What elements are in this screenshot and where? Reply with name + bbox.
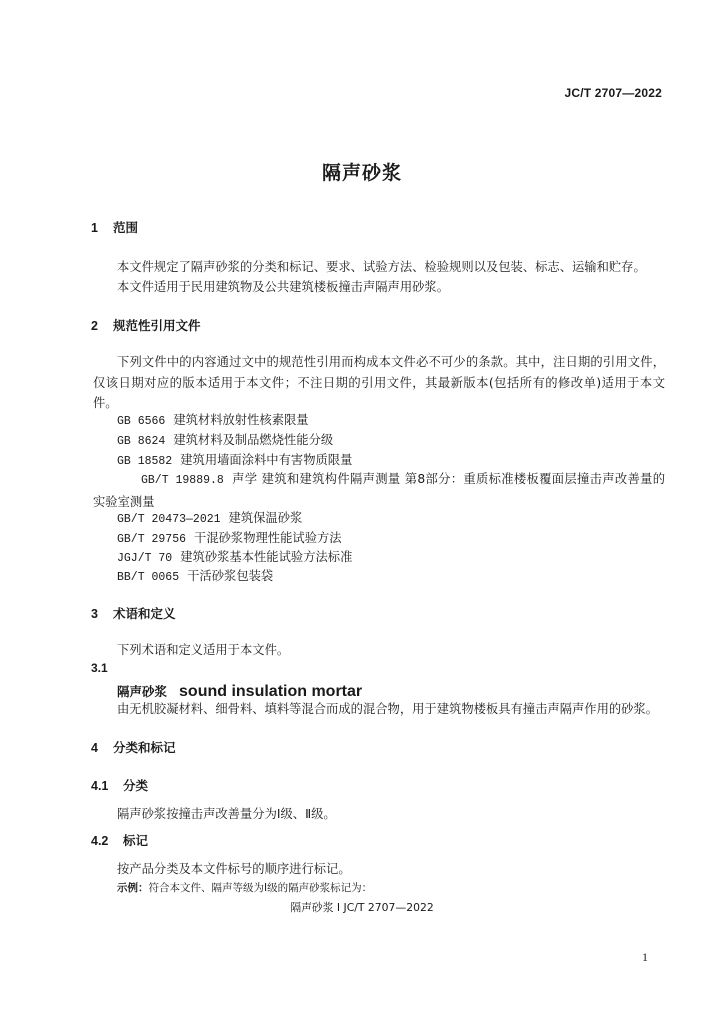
reference-item bbox=[117, 566, 273, 588]
term-chinese: 隔声砂浆 bbox=[117, 684, 168, 699]
term-heading bbox=[117, 681, 362, 701]
reference-title: 建筑砂浆基本性能试验方法标准 bbox=[180, 550, 353, 564]
scope-paragraph-2: 本文件适用于民用建筑物及公共建筑楼板撞击声隔声用砂浆。 bbox=[117, 280, 450, 294]
subsection-4-2-heading bbox=[91, 831, 148, 849]
page-number: 1 bbox=[642, 950, 648, 964]
term-definition: 由无机胶凝材料、细骨料、填料等混合而成的混合物，用于建筑物楼板具有撞击声隔声作用的砂浆。 bbox=[117, 702, 659, 716]
reference-title: 干混砂浆物理性能试验方法 bbox=[194, 531, 342, 545]
subsection-number: 4.2 bbox=[91, 834, 109, 848]
reference-title: 建筑材料放射性核素限量 bbox=[173, 413, 309, 427]
subsection-title: 标记 bbox=[123, 833, 149, 848]
reference-title: 建筑用墙面涂料中有害物质限量 bbox=[180, 453, 353, 467]
section-2-heading bbox=[91, 316, 201, 334]
section-title: 分类和标记 bbox=[113, 740, 176, 755]
reference-item bbox=[117, 508, 302, 530]
classification-text: 隔声砂浆按撞击声改善量分为Ⅰ级、Ⅱ级。 bbox=[117, 807, 336, 821]
section-number: 4 bbox=[91, 741, 98, 755]
reference-code: GB 8624 bbox=[117, 435, 166, 448]
section-number: 3 bbox=[91, 607, 98, 621]
section-3-heading bbox=[91, 604, 176, 622]
reference-title: 声学 建筑和建筑构件隔声测量 第8部分：重质标准楼板覆面层撞击声改善量的实验室测量 bbox=[93, 472, 665, 509]
reference-code: JGJ/T 70 bbox=[117, 552, 173, 565]
marking-text: 按产品分类及本文件标号的顺序进行标记。 bbox=[117, 862, 351, 876]
reference-item bbox=[93, 469, 665, 512]
term-number: 3.1 bbox=[91, 661, 108, 675]
section-title: 范围 bbox=[113, 220, 139, 235]
standard-code: JC/T 2707—2022 bbox=[564, 86, 662, 100]
marking-example: 隔声砂浆 Ⅰ JC/T 2707—2022 bbox=[290, 901, 434, 914]
subsection-title: 分类 bbox=[123, 778, 149, 793]
normative-references-intro: 下列文件中的内容通过文中的规范性引用而构成本文件必不可少的条款。其中，注日期的引用文件，仅该日期对应的版本适用于本文件；不注日期的引用文件，其最新版本(包括所有的修改单)适用于本文件。 bbox=[93, 355, 665, 410]
subsection-number: 4.1 bbox=[91, 779, 109, 793]
reference-title: 干活砂浆包装袋 bbox=[187, 569, 274, 583]
reference-item bbox=[117, 410, 309, 432]
reference-title: 建筑材料及制品燃烧性能分级 bbox=[173, 433, 334, 447]
subsection-4-1-heading bbox=[91, 776, 148, 794]
reference-title: 建筑保温砂浆 bbox=[228, 511, 303, 525]
section-1-heading bbox=[91, 218, 138, 236]
document-title: 隔声砂浆 bbox=[321, 162, 402, 184]
section-4-heading bbox=[91, 738, 176, 756]
section-title: 术语和定义 bbox=[113, 606, 176, 621]
example-label: 示例： bbox=[117, 882, 149, 894]
reference-code: GB 18582 bbox=[117, 455, 173, 468]
section-number: 1 bbox=[91, 221, 98, 235]
scope-paragraph-1: 本文件规定了隔声砂浆的分类和标记、要求、试验方法、检验规则以及包装、标志、运输和贮存。 bbox=[117, 260, 646, 274]
reference-code: GB/T 29756 bbox=[117, 533, 187, 546]
reference-item bbox=[117, 430, 333, 452]
reference-code: GB/T 20473—2021 bbox=[117, 513, 221, 526]
example-text: 符合本文件、隔声等级为Ⅰ级的隔声砂浆标记为： bbox=[148, 882, 373, 894]
reference-code: GB/T 19889.8 bbox=[141, 474, 224, 487]
terms-intro: 下列术语和定义适用于本文件。 bbox=[117, 643, 290, 657]
section-number: 2 bbox=[91, 319, 98, 333]
section-title: 规范性引用文件 bbox=[113, 318, 201, 333]
reference-code: GB 6566 bbox=[117, 415, 166, 428]
term-english: sound insulation mortar bbox=[179, 683, 363, 700]
reference-code: BB/T 0065 bbox=[117, 571, 180, 584]
example-line bbox=[117, 880, 372, 895]
